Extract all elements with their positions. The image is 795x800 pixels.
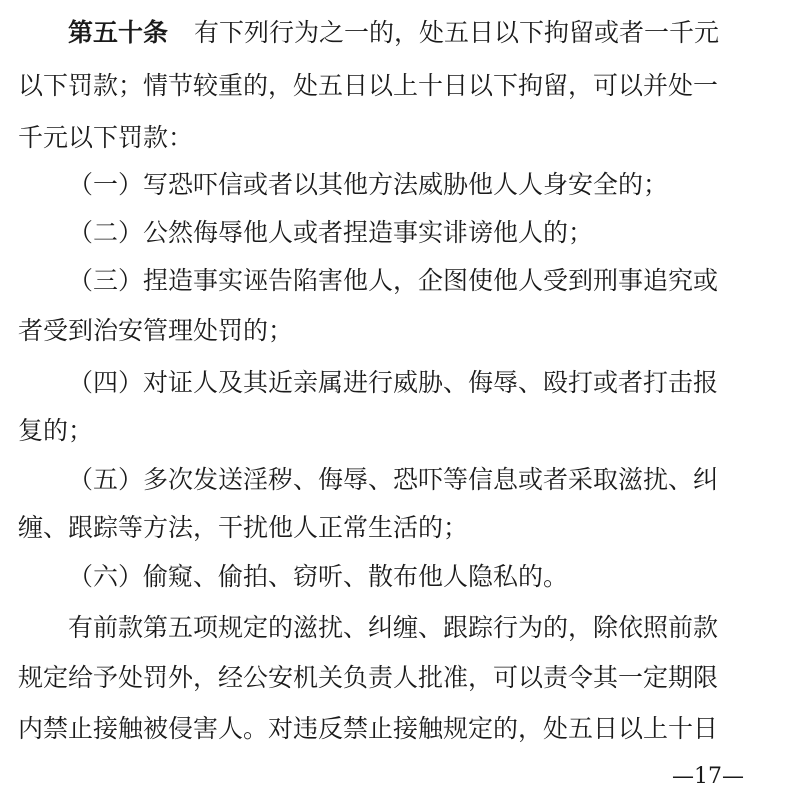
item-five-line-2: 缠、跟踪等方法，干扰他人正常生活的； — [18, 513, 469, 542]
article-text-line-2: 以下罚款；情节较重的，处五日以上十日以下拘留，可以并处一 — [18, 71, 719, 100]
item-one: （一）写恐吓信或者以其他方法威胁他人人身安全的； — [68, 170, 669, 199]
item-six: （六）偷窥、偷拍、窃听、散布他人隐私的。 — [68, 562, 569, 591]
item-four-line-2: 复的； — [18, 416, 94, 445]
paragraph-two-line-2: 规定给予处罚外，经公安机关负责人批准，可以责令其一定期限 — [18, 663, 719, 692]
article-text-line-1: 有下列行为之一的，处五日以下拘留或者一千元 — [194, 18, 720, 47]
item-three-line-1: （三）捏造事实诬告陷害他人，企图使他人受到刑事追究或 — [68, 266, 719, 295]
article-number: 第五十条 — [68, 18, 169, 47]
item-three-line-2: 者受到治安管理处罚的； — [18, 316, 294, 345]
article-text-line-3: 千元以下罚款： — [18, 123, 194, 152]
paragraph-two-line-1: 有前款第五项规定的滋扰、纠缠、跟踪行为的，除依照前款 — [68, 613, 719, 642]
item-five-line-1: （五）多次发送淫秽、侮辱、恐吓等信息或者采取滋扰、纠 — [68, 465, 719, 494]
item-four-line-1: （四）对证人及其近亲属进行威胁、侮辱、殴打或者打击报 — [68, 368, 719, 397]
article-heading-line — [68, 16, 780, 50]
item-two: （二）公然侮辱他人或者捏造事实诽谤他人的； — [68, 218, 594, 247]
paragraph-two-line-3: 内禁止接触被侵害人。对违反禁止接触规定的，处五日以上十日 — [18, 714, 719, 743]
page-number: —17— — [672, 764, 744, 789]
